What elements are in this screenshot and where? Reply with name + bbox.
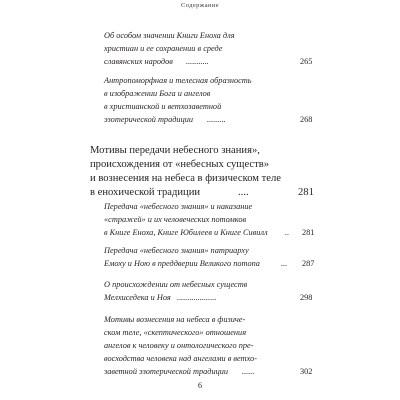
toc-leader-dots: ........... [186, 57, 209, 66]
page-number-folio: 6 [198, 381, 202, 390]
toc-leader-dots: ... [281, 259, 288, 268]
toc-leader-dots: ......... [207, 115, 226, 124]
toc-entry-line: в изображении Бога и ангелов [104, 89, 211, 98]
toc-entry-line: заветной эзотерической традиции [104, 367, 229, 376]
toc-page-number: 265 [300, 57, 313, 66]
toc-entry-line: в христианской и ветхозаветной [104, 102, 222, 111]
toc-entry-line: христиан и ее сохранении в среде [104, 44, 223, 53]
toc-entry-line: ангелов к человеку и онтологического пре- [104, 341, 254, 350]
toc-leader-dots: .... [238, 187, 249, 198]
toc-entry-line: Емоху и Ною в преддверии Великого потопа [104, 259, 260, 268]
toc-page-number: 298 [300, 293, 313, 302]
toc-entry-line: в Книге Еноха, Книге Юбилеев и Книге Сивилл [104, 228, 268, 237]
toc-entry-line: Передача «небесного знания» патриарху [104, 246, 249, 255]
toc-entry-line: Антропоморфная и телесная образность [104, 76, 252, 85]
toc-entry-line: эзотерической традиции [104, 115, 194, 124]
toc-page-number: 268 [300, 115, 313, 124]
toc-page-number: 287 [302, 259, 315, 268]
toc-entry-line: происхождения от «небесных существ» [90, 159, 270, 170]
toc-entry-line: Мотивы передачи небесного знания», [90, 145, 260, 156]
toc-entry-line: Об особом значении Книги Еноха для [104, 31, 235, 40]
toc-entry-line: и вознесения на небеса в физическом теле [90, 173, 281, 184]
toc-page-number: 302 [300, 367, 313, 376]
toc-leader-dots: .. [285, 228, 290, 237]
toc-entry-line: Мотивы вознесения на небеса в физиче- [104, 315, 246, 324]
toc-leader-dots: ................... [177, 293, 217, 302]
toc-entry-line: О происхождении от небесных существ [104, 280, 248, 289]
toc-entry-line: в енохической традиции [90, 187, 201, 198]
toc-entry-line: славянских народов [104, 57, 173, 66]
toc-entry-line: восходства человека над ангелами в ветхо- [104, 354, 257, 363]
toc-entry-line: Передача «небесного знания» и наказание [104, 202, 253, 211]
toc-entry-line: Мелхиседека и Ноя [104, 293, 171, 302]
toc-page-number: 281 [298, 187, 314, 198]
toc-page-number: 281 [302, 228, 315, 237]
toc-leader-dots: ...... [242, 367, 255, 376]
toc-entry-line: ском теле, «скептического» отношения [104, 328, 247, 337]
running-header: Содержание [180, 2, 220, 9]
toc-entry-line: «стражей» и их человеческих потомков [104, 215, 247, 224]
